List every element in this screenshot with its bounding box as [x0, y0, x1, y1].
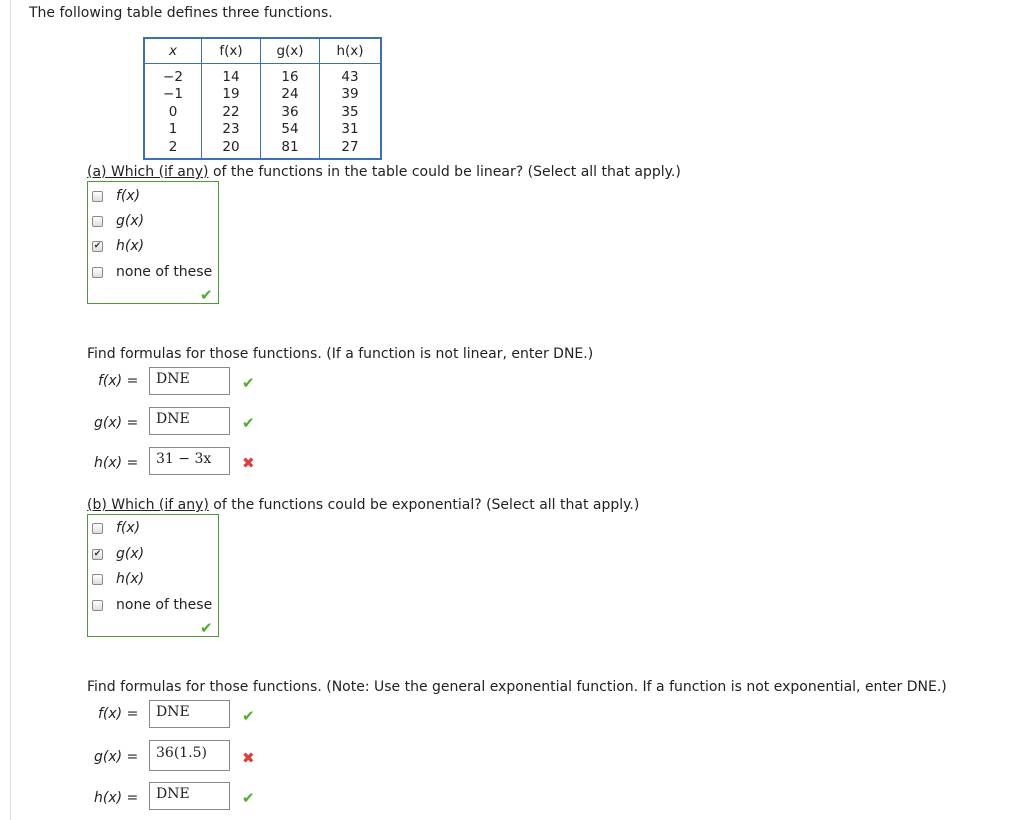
- option-label: h(x): [116, 571, 145, 587]
- table-cell: 1: [144, 121, 202, 139]
- table-cell: 16: [261, 64, 320, 86]
- table-row: [144, 121, 381, 139]
- checkbox-a-none[interactable]: [92, 267, 103, 278]
- table-header-row: [144, 38, 381, 64]
- answer-input-a-f[interactable]: DNE: [149, 367, 230, 395]
- checkbox-a-h[interactable]: ✔: [93, 240, 102, 251]
- table-cell: 27: [320, 138, 382, 159]
- checkbox-b-none[interactable]: [92, 600, 103, 611]
- table-header: f(x): [202, 38, 261, 64]
- option-b-none[interactable]: [92, 595, 212, 615]
- table-cell: 0: [144, 103, 202, 121]
- option-a-none[interactable]: [92, 262, 212, 282]
- check-icon: ✔: [242, 414, 255, 432]
- function-table: [143, 37, 382, 160]
- table-cell: 43: [320, 64, 382, 86]
- check-icon: ✔: [242, 374, 255, 392]
- question-a-text: of the functions in the table could be linear? (Select all that apply.): [208, 164, 681, 180]
- formula-label: f(x) =: [98, 373, 139, 389]
- formulas-prompt-b: Find formulas for those functions. (Note: Use the general exponential function. If a function is not exponential, enter DNE.): [87, 679, 947, 695]
- option-label: none of these: [116, 597, 213, 613]
- table-header: h(x): [320, 38, 382, 64]
- question-b: [87, 497, 639, 513]
- formula-label: g(x) =: [94, 749, 139, 765]
- question-b-text: of the functions could be exponential? (Select all that apply.): [208, 497, 640, 513]
- option-b-g[interactable]: [92, 544, 144, 564]
- formulas-prompt-a: Find formulas for those functions. (If a function is not linear, enter DNE.): [87, 346, 594, 362]
- checkbox-a-f[interactable]: [92, 191, 103, 202]
- answer-input-b-h[interactable]: DNE: [149, 782, 230, 810]
- option-label: f(x): [116, 520, 141, 536]
- checkbox-b-g[interactable]: ✔: [93, 548, 102, 559]
- table-cell: 2: [144, 138, 202, 159]
- table-cell: 23: [202, 121, 261, 139]
- option-a-f[interactable]: [92, 186, 140, 206]
- check-icon: ✔: [200, 286, 213, 304]
- question-a-prefix: (a) Which (if any): [87, 164, 209, 180]
- formula-label: h(x) =: [94, 790, 139, 806]
- table-cell: 39: [320, 86, 382, 104]
- table-cell: 22: [202, 103, 261, 121]
- checkbox-b-h[interactable]: [92, 574, 103, 585]
- table-cell: 14: [202, 64, 261, 86]
- table-cell: 31: [320, 121, 382, 139]
- answer-input-b-g[interactable]: 36(1.5): [149, 740, 230, 771]
- option-label: f(x): [116, 188, 141, 204]
- checkbox-a-g[interactable]: [92, 216, 103, 227]
- table-cell: 54: [261, 121, 320, 139]
- table-row: [144, 64, 381, 86]
- left-divider: [10, 0, 11, 820]
- table-cell: 36: [261, 103, 320, 121]
- check-icon: ✔: [242, 789, 255, 807]
- check-icon: ✔: [200, 619, 213, 637]
- answer-input-b-f[interactable]: DNE: [149, 700, 230, 728]
- option-label: g(x): [116, 213, 145, 229]
- question-b-prefix: (b) Which (if any): [87, 497, 209, 513]
- table-row: [144, 138, 381, 159]
- option-b-h[interactable]: [92, 569, 144, 589]
- intro-text: The following table defines three functions.: [29, 5, 333, 21]
- option-b-f[interactable]: [92, 518, 140, 538]
- question-a: [87, 164, 681, 180]
- answer-input-a-g[interactable]: DNE: [149, 407, 230, 435]
- option-a-g[interactable]: [92, 211, 144, 231]
- table-header: g(x): [261, 38, 320, 64]
- formula-label: g(x) =: [94, 415, 139, 431]
- table-cell: −1: [144, 86, 202, 104]
- option-a-h[interactable]: [92, 236, 144, 256]
- x-mark-icon: ✖: [242, 749, 255, 767]
- answer-input-a-h[interactable]: 31 − 3x: [149, 447, 230, 475]
- table-header: x: [144, 38, 202, 64]
- checkbox-b-f[interactable]: [92, 523, 103, 534]
- table-row: [144, 86, 381, 104]
- table-row: [144, 103, 381, 121]
- check-icon: ✔: [242, 707, 255, 725]
- option-label: g(x): [116, 546, 145, 562]
- option-label: h(x): [116, 238, 145, 254]
- x-mark-icon: ✖: [242, 454, 255, 472]
- formula-label: h(x) =: [94, 455, 139, 471]
- option-label: none of these: [116, 264, 213, 280]
- table-cell: 24: [261, 86, 320, 104]
- table-cell: 81: [261, 138, 320, 159]
- formula-label: f(x) =: [98, 706, 139, 722]
- table-cell: 19: [202, 86, 261, 104]
- table-cell: −2: [144, 64, 202, 86]
- table-cell: 20: [202, 138, 261, 159]
- table-cell: 35: [320, 103, 382, 121]
